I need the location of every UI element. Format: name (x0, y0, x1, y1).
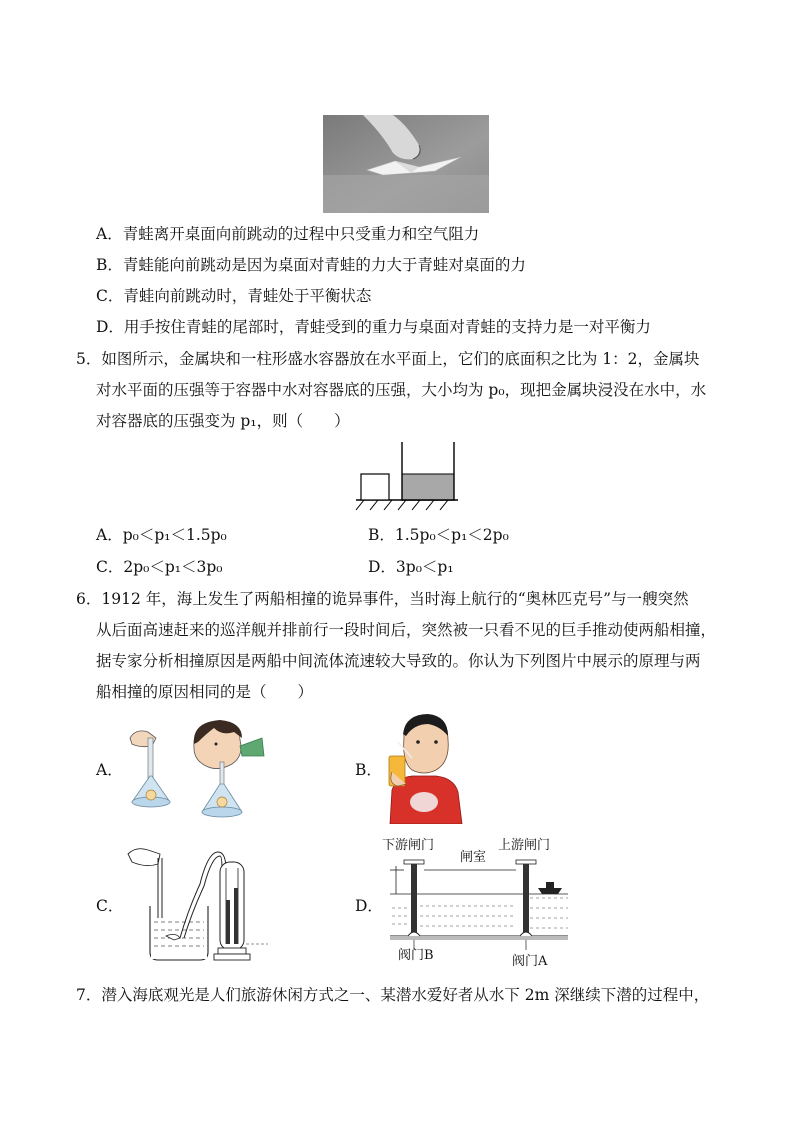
q5-stem-line1: 5．如图所示，金属块和一柱形盛水容器放在水平面上，它们的底面积之比为 1：2，金属块 (76, 350, 700, 368)
q5-option-d: D．3p₀＜p₁ (368, 558, 454, 576)
q5-option-b: B．1.5p₀＜p₁＜2p₀ (368, 526, 509, 544)
label-downstream-gate: 下游闸门 (382, 838, 435, 853)
block-and-container-figure (352, 440, 464, 512)
q5-stem-line2: 对水平面的压强等于容器中水对容器底的压强，大小均为 p₀，现把金属块浸没在水中，水 (96, 381, 707, 399)
q4-option-d: D．用手按住青蛙的尾部时，青蛙受到的重力与桌面对青蛙的支持力是一对平衡力 (96, 318, 651, 336)
q5-option-a: A．p₀＜p₁＜1.5p₀ (96, 526, 227, 544)
pressure-gauge-figure (122, 840, 272, 966)
label-valve-b: 阀门B (398, 948, 434, 963)
paper-frog-photo (323, 115, 489, 213)
label-upstream-gate: 上游闸门 (498, 838, 551, 853)
q6-label-d: D． (355, 897, 383, 915)
q6-stem-line4: 船相撞的原因相同的是（ ） (96, 683, 314, 701)
q4-option-b: B．青蛙能向前跳动是因为桌面对青蛙的力大于青蛙对桌面的力 (96, 256, 526, 274)
q6-stem-line2: 从后面高速赶来的巡洋舰并排前行一段时间后，突然被一只看不见的巨手推动使两船相撞， (96, 621, 717, 639)
q4-option-c: C．青蛙向前跳动时，青蛙处于平衡状态 (96, 287, 372, 305)
q6-label-a: A． (96, 761, 123, 779)
q5-option-c: C．2p₀＜p₁＜3p₀ (96, 558, 223, 576)
label-lock-chamber: 闸室 (460, 850, 487, 865)
q5-stem-line3: 对容器底的压强变为 p₁，则（ ） (96, 412, 350, 430)
q6-label-b: B． (355, 761, 382, 779)
q6-label-c: C． (96, 897, 124, 915)
funnel-pingpong-figure (122, 716, 278, 820)
q4-option-a: A．青蛙离开桌面向前跳动的过程中只受重力和空气阻力 (96, 225, 480, 243)
q7-stem-line1: 7．潜入海底观光是人们旅游休闲方式之一、某潜水爱好者从水下 2m 深继续下潜的过程中， (76, 986, 710, 1004)
q6-stem-line3: 据专家分析相撞原因是两船中间流体流速较大导致的。你认为下列图片中展示的原理与两 (96, 652, 701, 670)
ship-lock-figure (380, 836, 570, 974)
boy-drinking-straw-figure (384, 714, 464, 824)
q6-stem-line1: 6．1912 年，海上发生了两船相撞的诡异事件，当时海上航行的“奥林匹克号”与一艘突然 (76, 590, 689, 608)
label-valve-a: 阀门A (512, 954, 548, 969)
